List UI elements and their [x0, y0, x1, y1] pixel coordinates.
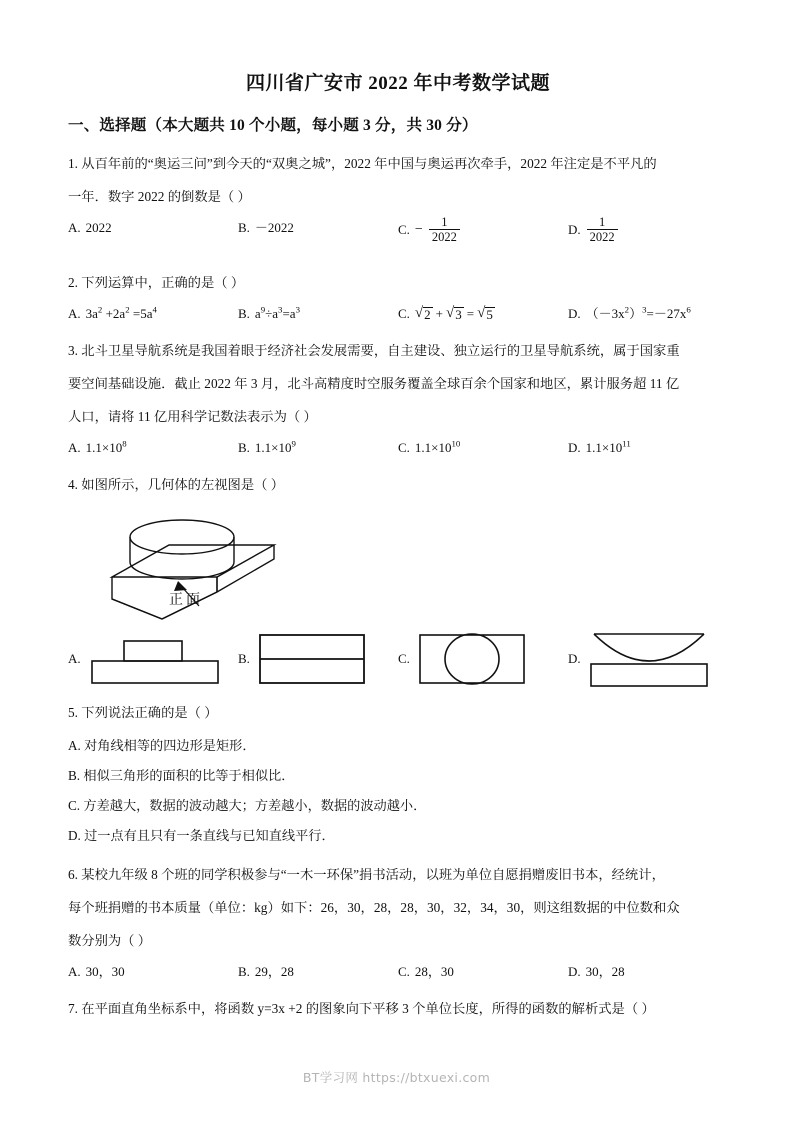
- option-text: 29，28: [254, 964, 294, 979]
- radical-body: 3: [455, 306, 462, 322]
- question-3-stem-line3: 人口，请将 11 亿用科学记数法表示为（ ）: [68, 409, 317, 424]
- footer-watermark: BT学习网 https://btxuexi.com: [302, 1070, 491, 1085]
- radical-sign: √: [477, 304, 486, 321]
- question-2-option-d[interactable]: D. $(-3x^2)^3=-27x^6$: [568, 301, 728, 327]
- question-7-stem-line1: 7. 在平面直角坐标系中，将函数 y=3x +2 的图象向下平移 3 个单位长度，所得的函数的解析式是（ ）: [68, 1001, 655, 1016]
- fraction-numerator: 1: [441, 215, 448, 229]
- option-label: C.: [398, 651, 410, 666]
- question-7: [68, 994, 728, 1023]
- fraction: [429, 215, 460, 245]
- equals-sign: =: [466, 306, 475, 321]
- question-6-option-d[interactable]: D. 30，28: [568, 959, 728, 985]
- radical-body: 2: [424, 306, 431, 322]
- question-6-stem-line1: 6. 某校九年级 8 个班的同学积极参与“一木一环保”捐书活动，以班为单位自愿捐赠废旧书本，经统计，: [68, 867, 665, 882]
- solid-figure: [74, 507, 304, 622]
- option-expression: $1.1\times 10^9$: [254, 438, 296, 455]
- plus-sign: +: [435, 306, 443, 321]
- question-1-stem-line1: 1. 从百年前的“奥运三问”到今天的“双奥之城”，2022 年中国与奥运再次牵手，2022 年注定是不平凡的: [68, 156, 657, 171]
- view-figure-b: [255, 631, 375, 687]
- option-label: B.: [238, 651, 250, 666]
- question-6-options: [68, 959, 728, 985]
- option-text: 28，30: [414, 964, 454, 979]
- fraction-numerator: 1: [599, 215, 606, 229]
- view-figure-c: [415, 631, 535, 687]
- question-2-stem-line1: 2. 下列运算中，正确的是（ ）: [68, 275, 245, 290]
- section-heading: 一、选择题（本大题共 10 个小题，每小题 3 分，共 30 分）: [68, 117, 478, 134]
- front-view-label: 正面: [169, 593, 203, 608]
- question-4-option-a[interactable]: [68, 633, 238, 685]
- question-5-option-b[interactable]: B. 相似三角形的面积的比等于相似比．: [68, 768, 295, 783]
- question-6-option-b[interactable]: B. 29，28: [238, 959, 398, 985]
- question-6-option-a[interactable]: A. 30，30: [68, 959, 238, 985]
- question-6-stem-line2: 每个班捐赠的书本质量（单位：kg）如下：26，30，28，28，30，32，34，30，则这组数据的中位数和众: [68, 900, 680, 915]
- radical: [477, 306, 495, 323]
- radical: [415, 306, 433, 323]
- question-5-option-c[interactable]: C. 方差越大，数据的波动越大；方差越小，数据的波动越小．: [68, 798, 427, 813]
- question-4-option-figures: [68, 630, 728, 688]
- question-4-option-b[interactable]: [238, 631, 398, 687]
- question-6-option-c[interactable]: C. 28，30: [398, 959, 568, 985]
- question-4-option-c[interactable]: [398, 631, 568, 687]
- radical-body: 5: [486, 306, 493, 322]
- question-5-stem-line1: 5. 下列说法正确的是（ ）: [68, 705, 218, 720]
- fraction-denominator: 2022: [587, 229, 618, 244]
- question-1-stem-line2: 一年．数字 2022 的倒数是（ ）: [68, 189, 251, 204]
- option-expression: $3a^2 +2a^2 =5a^4$: [85, 304, 157, 321]
- question-2: [68, 268, 728, 327]
- question-1-option-c[interactable]: C. − $\frac{1}{2022}$: [398, 215, 568, 245]
- question-4: [68, 470, 728, 688]
- view-figure-a: [86, 633, 226, 685]
- question-3-option-d[interactable]: D. $1.1\times 10^{11}$: [568, 435, 728, 461]
- question-3-option-c[interactable]: C. $1.1\times 10^{10}$: [398, 435, 568, 461]
- option-expression: $a^9\div a^3=a^3$: [254, 304, 300, 321]
- question-5-option-d[interactable]: D. 过一点有且只有一条直线与已知直线平行．: [68, 828, 335, 843]
- minus-sign: −: [414, 221, 423, 237]
- question-5-option-a[interactable]: A. 对角线相等的四边形是矩形．: [68, 738, 256, 753]
- radical-sign: √: [446, 304, 455, 321]
- fraction: [587, 215, 618, 245]
- question-3-option-b[interactable]: B. $1.1\times 10^9$: [238, 435, 398, 461]
- question-2-option-b[interactable]: B. $a^9\div a^3=a^3$: [238, 301, 398, 327]
- option-expression: $(-3x^2)^3=-27x^6$: [585, 304, 691, 321]
- radical-sign: √: [414, 304, 424, 321]
- document-content: [68, 60, 728, 1032]
- radical: [446, 306, 464, 323]
- question-1: [68, 149, 728, 259]
- question-1-option-d[interactable]: D. $\frac{1}{2022}$: [568, 215, 728, 245]
- question-2-options: [68, 301, 728, 327]
- option-text: 30，28: [585, 964, 625, 979]
- question-3-option-a[interactable]: A. $1.1\times 10^8$: [68, 435, 238, 461]
- option-expression: $1.1\times 10^{11}$: [585, 438, 631, 455]
- question-1-option-a[interactable]: A. 2022: [68, 215, 238, 241]
- question-1-options: [68, 215, 728, 259]
- question-5: [68, 698, 728, 851]
- question-2-option-c[interactable]: C. √ 2 + √ 3 = √ 5: [398, 301, 568, 327]
- view-figure-d: [586, 630, 716, 688]
- option-text: －2022: [254, 220, 294, 235]
- question-2-option-a[interactable]: A. $3a^2 +2a^2 =5a^4$: [68, 301, 238, 327]
- question-3-options: [68, 435, 728, 461]
- option-text: 30，30: [85, 964, 125, 979]
- option-label: A.: [68, 651, 81, 666]
- question-3: [68, 336, 728, 461]
- question-1-option-b[interactable]: B. －2022: [238, 215, 398, 241]
- option-text: 2022: [85, 220, 112, 235]
- question-3-stem-line2: 要空间基础设施．截止 2022 年 3 月，北斗高精度时空服务覆盖全球百余个国家和地区，累计服务超 11 亿: [68, 376, 680, 391]
- question-6: [68, 860, 728, 985]
- option-label: D.: [568, 651, 581, 666]
- question-4-option-d[interactable]: [568, 630, 728, 688]
- option-expression: $1.1\times 10^{10}$: [414, 438, 461, 455]
- question-3-stem-line1: 3. 北斗卫星导航系统是我国着眼于经济社会发展需要，自主建设、独立运行的卫星导航系统，属于国家重: [68, 343, 680, 358]
- page-title: 四川省广安市 2022 年中考数学试题: [245, 73, 550, 94]
- question-6-stem-line3: 数分别为（ ）: [68, 933, 152, 948]
- option-expression: $1.1\times 10^8$: [85, 438, 127, 455]
- fraction-denominator: 2022: [429, 229, 460, 244]
- question-4-stem-line1: 4. 如图所示，几何体的左视图是（ ）: [68, 477, 285, 492]
